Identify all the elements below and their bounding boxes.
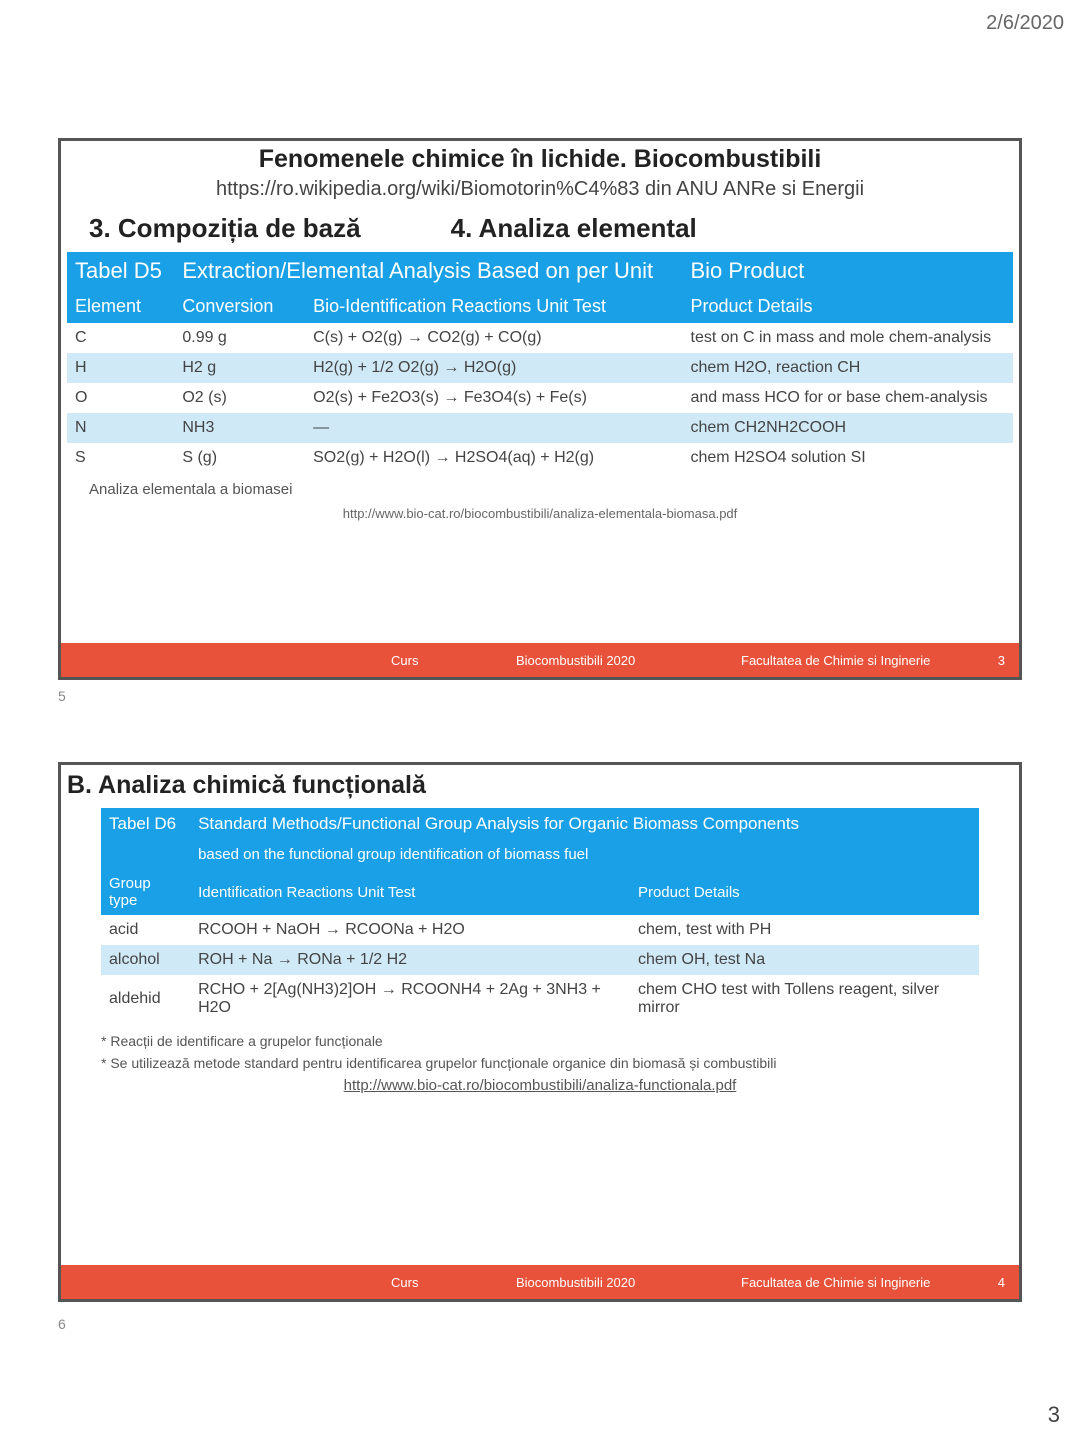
table-cell: 0.99 g <box>182 329 227 346</box>
footer-faculty: Facultatea de Chimie si Inginerie <box>741 652 931 668</box>
caption-cell <box>101 840 190 869</box>
elemental-analysis-table <box>67 252 1013 473</box>
slide2-title: B. Analiza chimică funcțională <box>67 771 426 799</box>
note-item: * Se utilizează metode standard pentru identificarea grupelor funcționale organice din biomasă și combustibili <box>101 1055 777 1071</box>
table-subheader <box>67 290 1013 323</box>
subheader-cell: Product Details <box>630 869 979 915</box>
table-cell: O2 (s) <box>182 389 227 406</box>
table-cell: S <box>75 449 86 466</box>
table-cell: NH3 <box>174 413 305 443</box>
subheader-cell: Group type <box>101 869 190 915</box>
slide1-title: Fenomenele chimice în lichide. Biocombustibili <box>258 145 822 173</box>
slide1-footer <box>61 643 1019 677</box>
table-header <box>67 252 1013 290</box>
table-row <box>67 413 1013 443</box>
subheader-cell: Bio-Identification Reactions Unit Test <box>305 290 682 323</box>
table-cell: chem CHO test with Tollens reagent, silver mirror <box>637 981 940 1016</box>
table-cell: chem CH2NH2COOH <box>683 413 1014 443</box>
slide-2 <box>58 762 1022 1302</box>
table-row <box>67 323 1013 353</box>
footer-label: Curs <box>391 1274 419 1290</box>
table-row <box>101 975 979 1023</box>
caption-cell: Standard Methods/Functional Group Analysis for Organic Biomass Components <box>190 808 979 840</box>
caption-cell: based on the functional group identification of biomass fuel <box>190 840 979 869</box>
table-caption-2 <box>101 840 979 869</box>
table-cell: SO2(g) + H2O(l) → H2SO4(aq) + H2(g) <box>313 449 595 466</box>
footer-course: Biocombustibili 2020 <box>516 652 636 668</box>
slide2-footer <box>61 1265 1019 1299</box>
slide1-subtitle: https://ro.wikipedia.org/wiki/Biomotorin%C4%83 din ANU ANRe si Energii <box>215 178 865 200</box>
note-item: * Reacții de identificare a grupelor funcționale <box>101 1033 383 1049</box>
slide1-table-wrap <box>67 252 1013 473</box>
slide1-note: Analiza elementala a biomasei <box>89 481 293 498</box>
header-cell: Bio Product <box>683 252 1014 290</box>
footer-faculty: Facultatea de Chimie si Inginerie <box>741 1274 931 1290</box>
table-cell: alcohol <box>101 945 190 975</box>
table-cell: H2(g) + 1/2 O2(g) → H2O(g) <box>305 353 682 383</box>
section-right: 4. Analiza elemental <box>450 213 697 243</box>
table-caption <box>101 808 979 840</box>
header-cell: Extraction/Elemental Analysis Based on per Unit <box>174 252 682 290</box>
slide1-source: http://www.bio-cat.ro/biocombustibili/analiza-elementala-biomasa.pdf <box>342 506 738 521</box>
slide1-sections <box>89 213 1019 244</box>
table-cell: H2 g <box>174 353 305 383</box>
slide2-source[interactable]: http://www.bio-cat.ro/biocombustibili/analiza-functionala.pdf <box>343 1077 737 1094</box>
subheader-cell: Identification Reactions Unit Test <box>190 869 630 915</box>
table-cell: and mass HCO for or base chem-analysis <box>690 389 988 406</box>
table-cell: chem OH, test Na <box>630 945 979 975</box>
table-cell: RCOOH + NaOH → RCOONa + H2O <box>198 921 465 938</box>
table-cell: RCHO + 2[Ag(NH3)2]OH → RCOONH4 + 2Ag + 3NH3 + H2O <box>198 981 601 1016</box>
subheader-cell: Element <box>67 290 174 323</box>
slide2-notes <box>101 1033 979 1071</box>
footer-slide-number: 3 <box>997 652 1005 668</box>
table-cell: H <box>67 353 174 383</box>
table-row <box>67 443 1013 473</box>
table-cell: chem H2SO4 solution SI <box>690 449 866 466</box>
table-cell: chem H2O, reaction CH <box>683 353 1014 383</box>
table-row <box>67 383 1013 413</box>
footer-slide-number: 4 <box>997 1274 1005 1290</box>
table-cell: aldehid <box>109 990 161 1007</box>
slide1-label: 5 <box>58 688 66 704</box>
footer-label: Curs <box>391 652 419 668</box>
table-cell: — <box>305 413 682 443</box>
table-row <box>101 945 979 975</box>
table-cell: N <box>67 413 174 443</box>
table-cell: ROH + Na → RONa + 1/2 H2 <box>190 945 630 975</box>
functional-analysis-table <box>101 808 979 1023</box>
table-cell: acid <box>109 921 139 938</box>
subheader-cell: Product Details <box>683 290 1014 323</box>
table-cell: O2(s) + Fe2O3(s) → Fe3O4(s) + Fe(s) <box>313 389 587 406</box>
table-row <box>67 353 1013 383</box>
table-cell: test on C in mass and mole chem-analysis <box>690 329 992 346</box>
slide-1 <box>58 138 1022 680</box>
subheader-cell: Conversion <box>174 290 305 323</box>
table-cell: chem, test with PH <box>637 921 772 938</box>
header-cell: Tabel D5 <box>67 252 174 290</box>
table-cell: C(s) + O2(g) → CO2(g) + CO(g) <box>313 329 542 346</box>
table-cell: O <box>75 389 88 406</box>
footer-course: Biocombustibili 2020 <box>516 1274 636 1290</box>
caption-cell: Tabel D6 <box>101 808 190 840</box>
slide2-label: 6 <box>58 1316 66 1332</box>
table-cell: S (g) <box>182 449 218 466</box>
section-left: 3. Compoziția de bază <box>89 213 361 243</box>
table-cell: C <box>75 329 87 346</box>
page-number: 3 <box>1047 1402 1060 1427</box>
table-row <box>101 915 979 945</box>
slide2-table-wrap <box>101 808 979 1023</box>
table-subheader <box>101 869 979 915</box>
page-date: 2/6/2020 <box>986 12 1064 34</box>
